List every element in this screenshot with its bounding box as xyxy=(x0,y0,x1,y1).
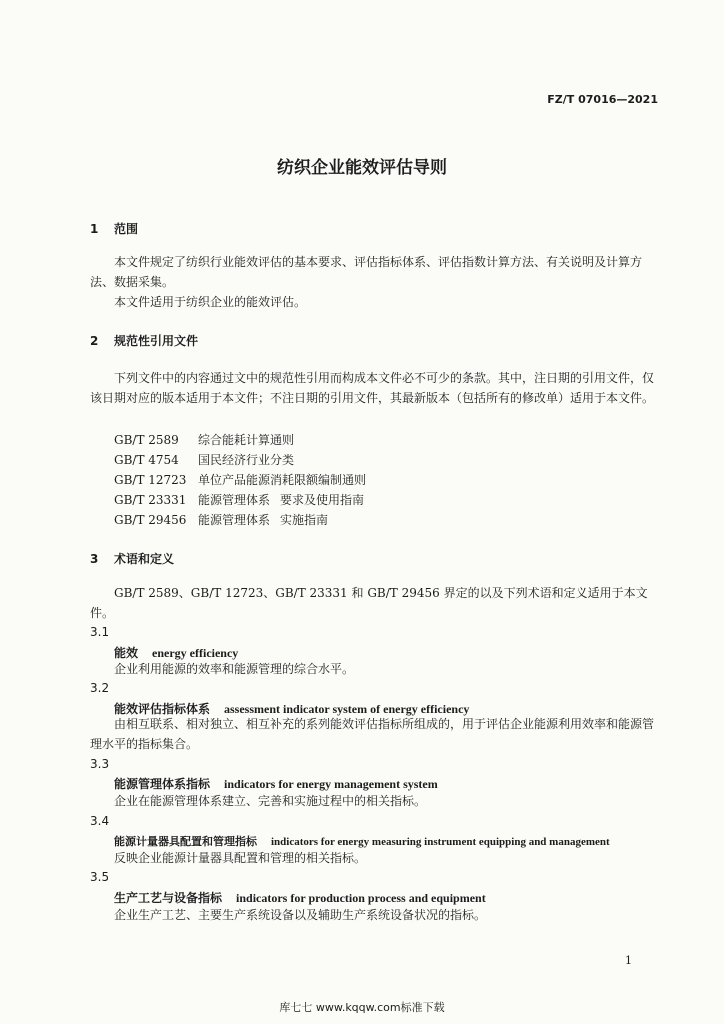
term-chinese: 能源计量器具配置和管理指标 xyxy=(114,835,257,848)
document-title: 纺织企业能效评估导则 xyxy=(277,158,447,178)
term-chinese: 能效评估指标体系 xyxy=(114,702,211,716)
section-3-paragraph-1: GB/T 2589、GB/T 12723、GB/T 23331 和 GB/T 29456 界定的以及下列术语和定义适用于本文件。 xyxy=(90,586,648,620)
reference-title: 单位产品能源消耗限额编制通则 xyxy=(198,473,367,487)
term-entry xyxy=(114,889,486,906)
section-number: 2 xyxy=(90,334,99,348)
term-english: indicators for energy management system xyxy=(224,777,438,791)
section-1-heading xyxy=(90,220,138,237)
section-number: 3 xyxy=(90,552,99,566)
term-english: assessment indicator system of energy efficiency xyxy=(224,702,470,716)
reference-code: GB/T 23331 xyxy=(114,493,187,507)
section-2-heading xyxy=(90,332,198,349)
reference-title: 能源管理体系 xyxy=(198,493,271,507)
section-number: 1 xyxy=(90,222,99,236)
term-entry xyxy=(114,833,610,849)
term-definition: 反映企业能源计量器具配置和管理的相关指标。 xyxy=(114,851,367,865)
reference-title: 综合能耗计算通则 xyxy=(198,433,295,447)
section-1-paragraph-1: 本文件规定了纺织行业能效评估的基本要求、评估指标体系、评估指数计算方法、有关说明及计算方法、数据采集。 xyxy=(90,255,643,289)
term-chinese: 能效 xyxy=(114,646,139,660)
section-2-paragraph-1: 下列文件中的内容通过文中的规范性引用而构成本文件必不可少的条款。其中，注日期的引用文件，仅该日期对应的版本适用于本文件；不注日期的引用文件，其最新版本（包括所有的修改单）适用于本文件。 xyxy=(90,371,655,405)
clause-number: 3.5 xyxy=(90,870,110,884)
section-title: 术语和定义 xyxy=(114,552,175,566)
reference-item xyxy=(114,471,366,488)
page-number: 1 xyxy=(625,954,632,967)
term-definition: 由相互联系、相对独立、相互补充的系列能效评估指标所组成的，用于评估企业能源利用效率和能源管理水平的指标集合。 xyxy=(90,717,655,751)
reference-title: 国民经济行业分类 xyxy=(198,453,295,467)
term-english: indicators for production process and equipment xyxy=(236,891,486,905)
section-title: 规范性引用文件 xyxy=(114,334,199,348)
standard-number: FZ/T 07016—2021 xyxy=(547,93,658,106)
clause-number: 3.1 xyxy=(90,625,110,639)
clause-number: 3.4 xyxy=(90,814,110,828)
reference-item xyxy=(114,491,364,508)
term-english: energy efficiency xyxy=(152,646,239,660)
clause-number: 3.3 xyxy=(90,757,110,771)
section-title: 范围 xyxy=(114,222,139,236)
section-3-heading xyxy=(90,550,174,567)
clause-number: 3.2 xyxy=(90,681,110,695)
reference-code: GB/T 4754 xyxy=(114,453,179,467)
term-definition: 企业生产工艺、主要生产系统设备以及辅助生产系统设备状况的指标。 xyxy=(114,908,487,922)
section-1-paragraph-2: 本文件适用于纺织企业的能效评估。 xyxy=(114,295,307,309)
reference-subtitle: 要求及使用指南 xyxy=(280,493,365,507)
term-entry xyxy=(114,775,438,792)
term-chinese: 生产工艺与设备指标 xyxy=(114,891,223,905)
term-definition: 企业在能源管理体系建立、完善和实施过程中的相关指标。 xyxy=(114,794,427,808)
reference-title: 能源管理体系 xyxy=(198,513,271,527)
term-english: indicators for energy measuring instrument equipping and management xyxy=(271,836,610,848)
reference-code: GB/T 29456 xyxy=(114,513,187,527)
reference-item xyxy=(114,451,294,468)
reference-code: GB/T 2589 xyxy=(114,433,179,447)
reference-item xyxy=(114,511,328,528)
reference-item xyxy=(114,431,294,448)
reference-code: GB/T 12723 xyxy=(114,473,187,487)
term-definition: 企业利用能源的效率和能源管理的综合水平。 xyxy=(114,662,355,676)
reference-subtitle: 实施指南 xyxy=(280,513,329,527)
footer-watermark: 库七七 www.kqqw.com标准下载 xyxy=(279,1001,445,1014)
term-chinese: 能源管理体系指标 xyxy=(114,777,211,791)
